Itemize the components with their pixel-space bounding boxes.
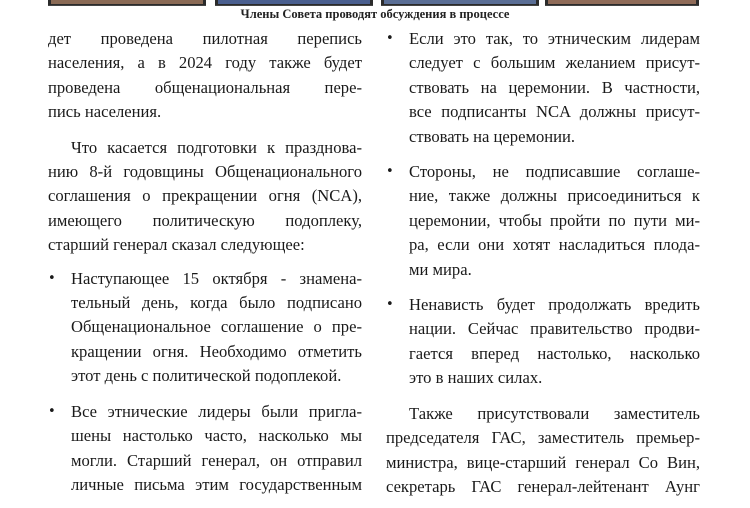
text-line: Все этнические лидеры были пригла-: [71, 401, 362, 421]
text-line: церемонии, чтобы пройти по пути ми-: [409, 210, 700, 230]
text-line: могли. Старший генерал, он отправил: [71, 450, 362, 470]
text-line: старший генерал сказал следующее:: [48, 235, 305, 255]
bullet-icon: •: [386, 164, 394, 180]
text-line: нию 8-й годовщины Общенационального: [48, 162, 362, 182]
text-line: проведена общенациональная пере-: [48, 77, 362, 97]
text-line: Стороны, не подписавшие соглаше-: [409, 162, 700, 182]
text-line: Наступающее 15 октября - знамена-: [71, 268, 362, 288]
text-line: дет проведена пилотная перепись: [48, 29, 362, 48]
text-line: личные письма этим государственным: [71, 474, 362, 494]
photo-caption: Члены Совета проводят обсуждения в процессе: [240, 7, 510, 21]
bullet-icon: •: [48, 270, 56, 286]
text-line: Если это так, то этническим лидерам: [409, 29, 700, 48]
list-item: [386, 293, 700, 391]
text-line: председателя ГАС, заместитель премьер-: [386, 428, 700, 448]
text-line: кращении огня. Необходимо отметить: [71, 341, 362, 361]
text-line: Ненависть будет продолжать вредить: [409, 295, 700, 315]
bullet-icon: •: [386, 297, 394, 313]
text-line: ми мира.: [409, 259, 472, 279]
left-column: [48, 27, 362, 508]
bullet-icon: •: [48, 403, 56, 419]
text-line: имеющего политическую подоплеку,: [48, 210, 362, 230]
text-line: гается вперед настолько, насколько: [409, 343, 700, 363]
text-line: пись населения.: [48, 102, 162, 122]
bullet-icon: •: [386, 31, 394, 46]
text-line: все подписанты NCA должны присут-: [409, 102, 700, 122]
right-column: [386, 27, 700, 508]
list-item: [48, 267, 362, 389]
nca-anniversary-paragraph: [48, 136, 362, 258]
census-paragraph: [48, 27, 362, 125]
list-item: [386, 160, 700, 282]
text-line: Что касается подготовки к празднова-: [71, 137, 362, 157]
list-item: [48, 400, 362, 498]
text-line: шены настолько часто, насколько мы: [71, 426, 362, 446]
text-line: этот день с политической подоплекой.: [71, 366, 342, 386]
text-line: ствовать на церемонии.: [409, 126, 576, 146]
text-line: это в наших силах.: [409, 368, 543, 388]
text-line: нации. Сейчас правительство продви-: [409, 319, 700, 339]
text-line: секретарь ГАС генерал-лейтенант Аунг: [386, 476, 700, 496]
text-line: соглашения о прекращении огня (NCA),: [48, 186, 362, 206]
list-item: [386, 27, 700, 149]
text-line: населения, а в 2024 году также будет: [48, 53, 362, 73]
text-line: ра, если они хотят насладиться плода-: [409, 235, 700, 255]
text-line: министра, вице-старший генерал Со Вин,: [386, 452, 700, 472]
text-line: тельный день, когда было подписано: [71, 293, 362, 313]
text-line: ние, также должны присоединиться к: [409, 186, 700, 206]
text-line: ствовать на церемонии. В частности,: [409, 77, 700, 97]
text-line: Также присутствовали заместитель: [409, 403, 700, 423]
text-line: Общенациональное соглашение о пре-: [71, 317, 362, 337]
text-line: следует с большим желанием присут-: [409, 53, 700, 73]
attendees-paragraph: [386, 402, 700, 500]
